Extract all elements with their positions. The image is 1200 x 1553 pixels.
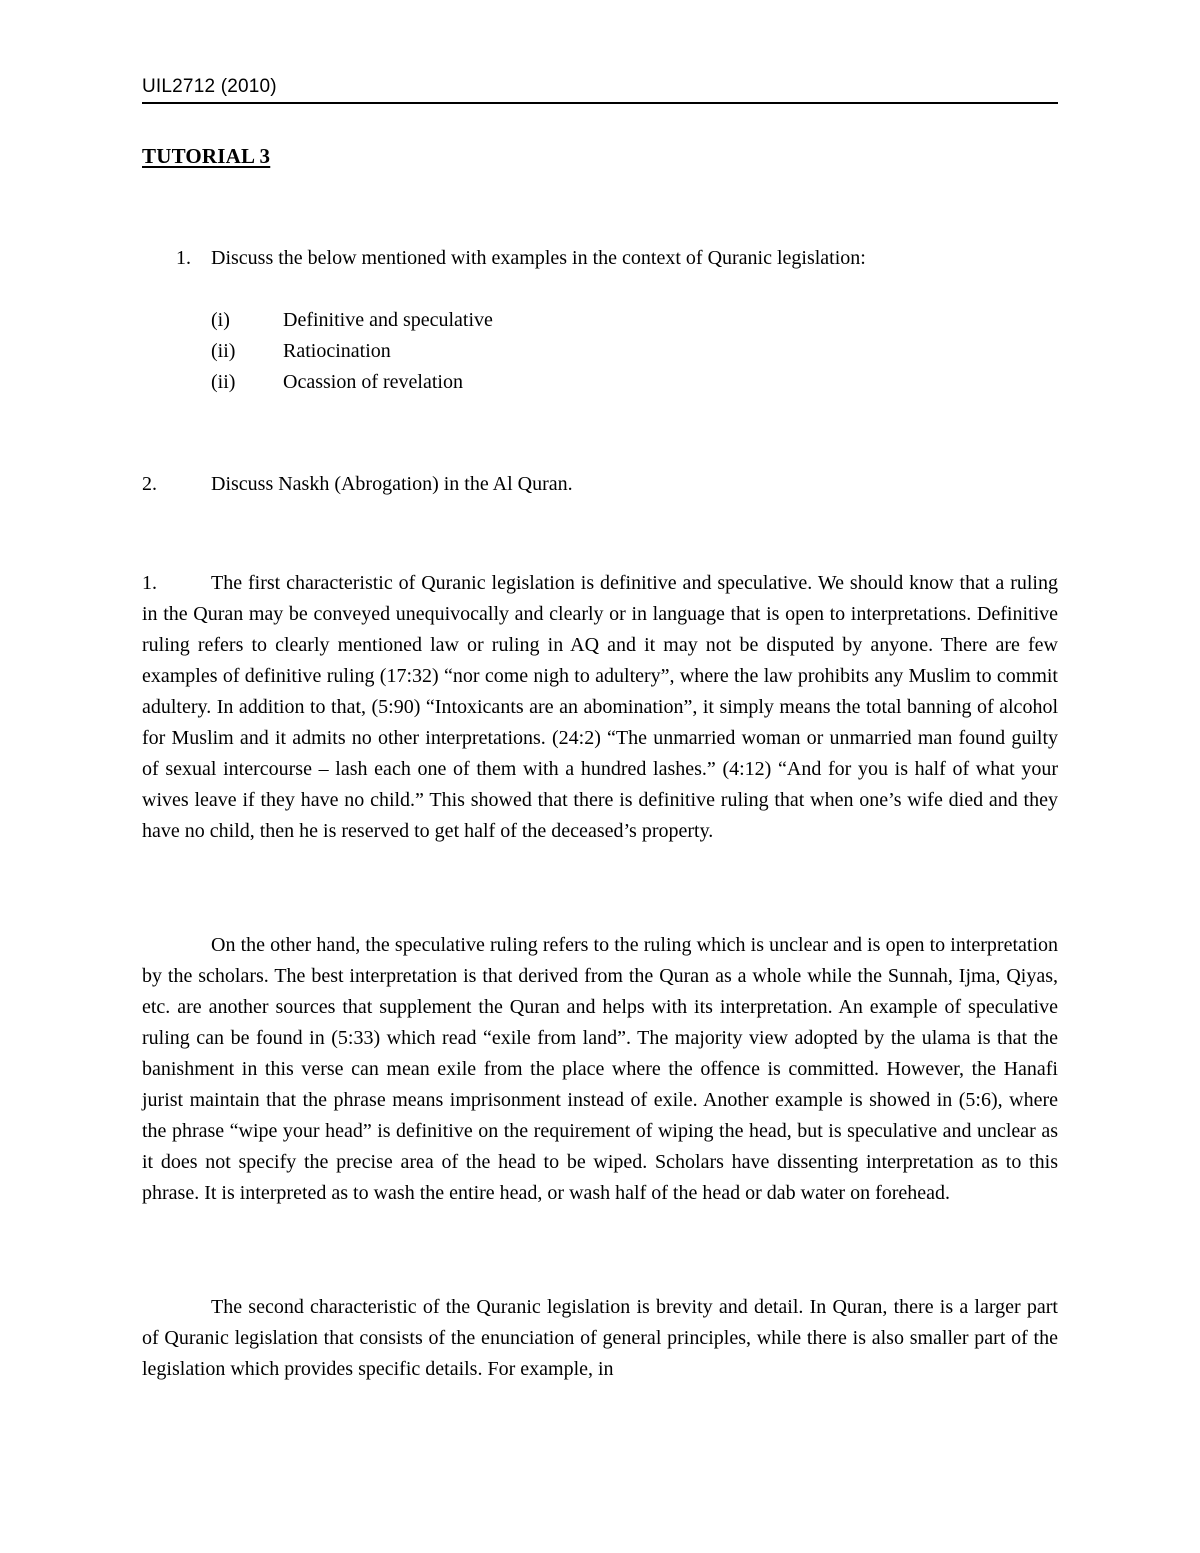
answer-paragraph-text: The second characteristic of the Quranic legislation is brevity and detail. In Quran, there is a larger part of Quranic legislation that consists of the enunciation of general principles, while there is also smaller part of the legislation which provides specific details. For example, in — [142, 1296, 1058, 1380]
question-text: Discuss Naskh (Abrogation) in the Al Quran. — [211, 473, 573, 495]
sub-item-text: Ratiocination — [283, 340, 391, 362]
question-text: Discuss the below mentioned with examples in the context of Quranic legislation: — [211, 247, 866, 269]
answer-paragraph — [142, 930, 1058, 1209]
question-item — [176, 246, 1056, 270]
sub-item-label: (ii) — [211, 371, 236, 393]
answer-paragraph — [142, 568, 1058, 847]
sub-item-label: (i) — [211, 309, 230, 331]
question-number: 2. — [142, 473, 157, 495]
sub-item-text: Ocassion of revelation — [283, 371, 463, 393]
course-code: UIL2712 (2010) — [142, 76, 277, 97]
answer-number: 1. — [142, 572, 157, 594]
page-header — [142, 74, 1058, 104]
answer-paragraph-text: On the other hand, the speculative ruling refers to the ruling which is unclear and is open to interpretation by the scholars. The best interpretation is that derived from the Quran as a whole while the Sunnah, Ijma, Qiyas, etc. are another sources that supplement the Quran and helps with its interpretation. An example of speculative ruling can be found in (5:33) which read “exile from land”. The majority view adopted by the ulama is that the banishment in this verse can mean exile from the place where the offence is committed. However, the Hanafi jurist maintain that the phrase means imprisonment instead of exile. Another example is showed in (5:6), where the phrase “wipe your head” is definitive on the requirement of wiping the head, but is speculative and unclear as it does not specify the precise area of the head to be wiped. Scholars have dissenting interpretation as to this phrase. It is interpreted as to wash the entire head, or wash half of the head or dab water on forehead. — [142, 934, 1058, 1204]
sub-item-label: (ii) — [211, 340, 236, 362]
answer-paragraph — [142, 1292, 1058, 1385]
page-title: TUTORIAL 3 — [142, 144, 271, 168]
sub-item — [211, 308, 911, 332]
answer-paragraph-text: The first characteristic of Quranic legislation is definitive and speculative. We should know that a ruling in the Quran may be conveyed unequivocally and clearly or in language that is open to interpretations. Definitive ruling refers to clearly mentioned law or ruling in AQ and it may not be disputed by anyone. There are few examples of definitive ruling (17:32) “nor come nigh to adultery”, where the law prohibits any Muslim to commit adultery. In addition to that, (5:90) “Intoxicants are an abomination”, it simply means the total banning of alcohol for Muslim and it admits no other interpretations. (24:2) “The unmarried woman or unmarried man found guilty of sexual intercourse – lash each one of them with a hundred lashes.” (4:12) “And for you is half of what your wives leave if they have no child.” This showed that there is definitive ruling that when one’s wife died and they have no child, then he is reserved to get half of the deceased’s property. — [142, 572, 1058, 842]
sub-item — [211, 339, 911, 363]
question-item — [142, 472, 1042, 496]
question-number: 1. — [176, 247, 191, 269]
sub-item-text: Definitive and speculative — [283, 309, 493, 331]
sub-item — [211, 370, 911, 394]
